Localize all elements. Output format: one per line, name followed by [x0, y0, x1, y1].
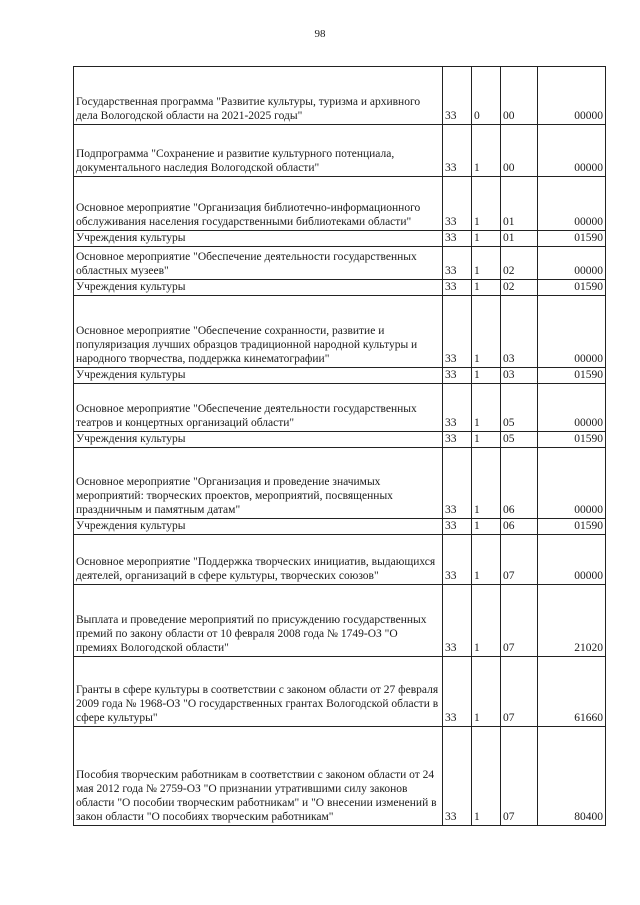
subprogram-code: 1	[472, 247, 501, 280]
direction-code: 21020	[538, 585, 606, 657]
program-code: 33	[443, 125, 472, 177]
subprogram-code: 1	[472, 231, 501, 247]
subprogram-code: 1	[472, 280, 501, 296]
row-description: Учреждения культуры	[74, 368, 443, 384]
row-description: Учреждения культуры	[74, 432, 443, 448]
activity-code: 03	[501, 368, 538, 384]
direction-code: 00000	[538, 448, 606, 519]
table-row	[74, 296, 606, 368]
direction-code: 00000	[538, 125, 606, 177]
direction-code: 00000	[538, 384, 606, 432]
subprogram-code: 1	[472, 727, 501, 826]
direction-code: 00000	[538, 67, 606, 125]
direction-code: 00000	[538, 247, 606, 280]
activity-code: 01	[501, 231, 538, 247]
subprogram-code: 1	[472, 448, 501, 519]
program-code: 33	[443, 384, 472, 432]
table-row	[74, 727, 606, 826]
row-description: Пособия творческим работникам в соответствии с законом области от 24 мая 2012 года № 2759-ОЗ "О признании утратившими силу законов области "О пособии творческим работникам" и "О внесении изменений в закон области "О пособиях творческим работникам"	[74, 727, 443, 826]
activity-code: 00	[501, 125, 538, 177]
activity-code: 02	[501, 247, 538, 280]
activity-code: 06	[501, 519, 538, 535]
program-code: 33	[443, 247, 472, 280]
row-description: Основное мероприятие "Обеспечение деятельности государственных театров и концертных организаций области"	[74, 384, 443, 432]
row-description: Основное мероприятие "Организация библиотечно-информационного обслуживания населения государственными библиотеками области"	[74, 177, 443, 231]
table-row	[74, 247, 606, 280]
subprogram-code: 1	[472, 535, 501, 585]
table-row	[74, 519, 606, 535]
program-code: 33	[443, 231, 472, 247]
row-description: Основное мероприятие "Обеспечение сохранности, развитие и популяризация лучших образцов традиционной народной культуры и народного творчества, поддержка кинематографии"	[74, 296, 443, 368]
row-description: Государственная программа "Развитие культуры, туризма и архивного дела Вологодской области на 2021-2025 годы"	[74, 67, 443, 125]
table-row	[74, 585, 606, 657]
direction-code: 01590	[538, 519, 606, 535]
row-description: Учреждения культуры	[74, 280, 443, 296]
activity-code: 07	[501, 535, 538, 585]
program-code: 33	[443, 67, 472, 125]
table-row	[74, 280, 606, 296]
activity-code: 03	[501, 296, 538, 368]
direction-code: 01590	[538, 231, 606, 247]
table-row	[74, 384, 606, 432]
table-row	[74, 368, 606, 384]
page-number: 98	[314, 28, 326, 40]
program-code: 33	[443, 448, 472, 519]
activity-code: 07	[501, 585, 538, 657]
activity-code: 02	[501, 280, 538, 296]
program-code: 33	[443, 519, 472, 535]
activity-code: 01	[501, 177, 538, 231]
program-code: 33	[443, 535, 472, 585]
subprogram-code: 1	[472, 296, 501, 368]
subprogram-code: 1	[472, 657, 501, 727]
direction-code: 01590	[538, 280, 606, 296]
row-description: Основное мероприятие "Организация и проведение значимых мероприятий: творческих проектов, мероприятий, посвященных праздничным и памятным датам"	[74, 448, 443, 519]
subprogram-code: 1	[472, 368, 501, 384]
direction-code: 01590	[538, 368, 606, 384]
row-description: Основное мероприятие "Обеспечение деятельности государственных областных музеев"	[74, 247, 443, 280]
program-code: 33	[443, 585, 472, 657]
subprogram-code: 0	[472, 67, 501, 125]
row-description: Учреждения культуры	[74, 231, 443, 247]
direction-code: 80400	[538, 727, 606, 826]
activity-code: 07	[501, 657, 538, 727]
row-description: Основное мероприятие "Поддержка творческих инициатив, выдающихся деятелей, организаций в сфере культуры, творческих союзов"	[74, 535, 443, 585]
table-row	[74, 125, 606, 177]
direction-code: 00000	[538, 177, 606, 231]
subprogram-code: 1	[472, 432, 501, 448]
table-row	[74, 177, 606, 231]
activity-code: 00	[501, 67, 538, 125]
activity-code: 05	[501, 384, 538, 432]
table-row	[74, 231, 606, 247]
program-code: 33	[443, 280, 472, 296]
program-code: 33	[443, 727, 472, 826]
direction-code: 01590	[538, 432, 606, 448]
program-code: 33	[443, 432, 472, 448]
program-code: 33	[443, 368, 472, 384]
budget-classification-table	[73, 66, 606, 826]
subprogram-code: 1	[472, 585, 501, 657]
table-row	[74, 448, 606, 519]
program-code: 33	[443, 657, 472, 727]
program-code: 33	[443, 177, 472, 231]
activity-code: 07	[501, 727, 538, 826]
row-description: Учреждения культуры	[74, 519, 443, 535]
subprogram-code: 1	[472, 384, 501, 432]
row-description: Гранты в сфере культуры в соответствии с законом области от 27 февраля 2009 года № 1968-ОЗ "О государственных грантах Вологодской области в сфере культуры"	[74, 657, 443, 727]
subprogram-code: 1	[472, 177, 501, 231]
direction-code: 00000	[538, 535, 606, 585]
activity-code: 06	[501, 448, 538, 519]
direction-code: 00000	[538, 296, 606, 368]
activity-code: 05	[501, 432, 538, 448]
table-row	[74, 432, 606, 448]
program-code: 33	[443, 296, 472, 368]
table-row	[74, 67, 606, 125]
table-row	[74, 535, 606, 585]
row-description: Выплата и проведение мероприятий по присуждению государственных премий по закону области от 10 февраля 2008 года № 1749-ОЗ "О премиях Вологодской области"	[74, 585, 443, 657]
table-row	[74, 657, 606, 727]
row-description: Подпрограмма "Сохранение и развитие культурного потенциала, документального наследия Вологодской области"	[74, 125, 443, 177]
subprogram-code: 1	[472, 519, 501, 535]
subprogram-code: 1	[472, 125, 501, 177]
direction-code: 61660	[538, 657, 606, 727]
